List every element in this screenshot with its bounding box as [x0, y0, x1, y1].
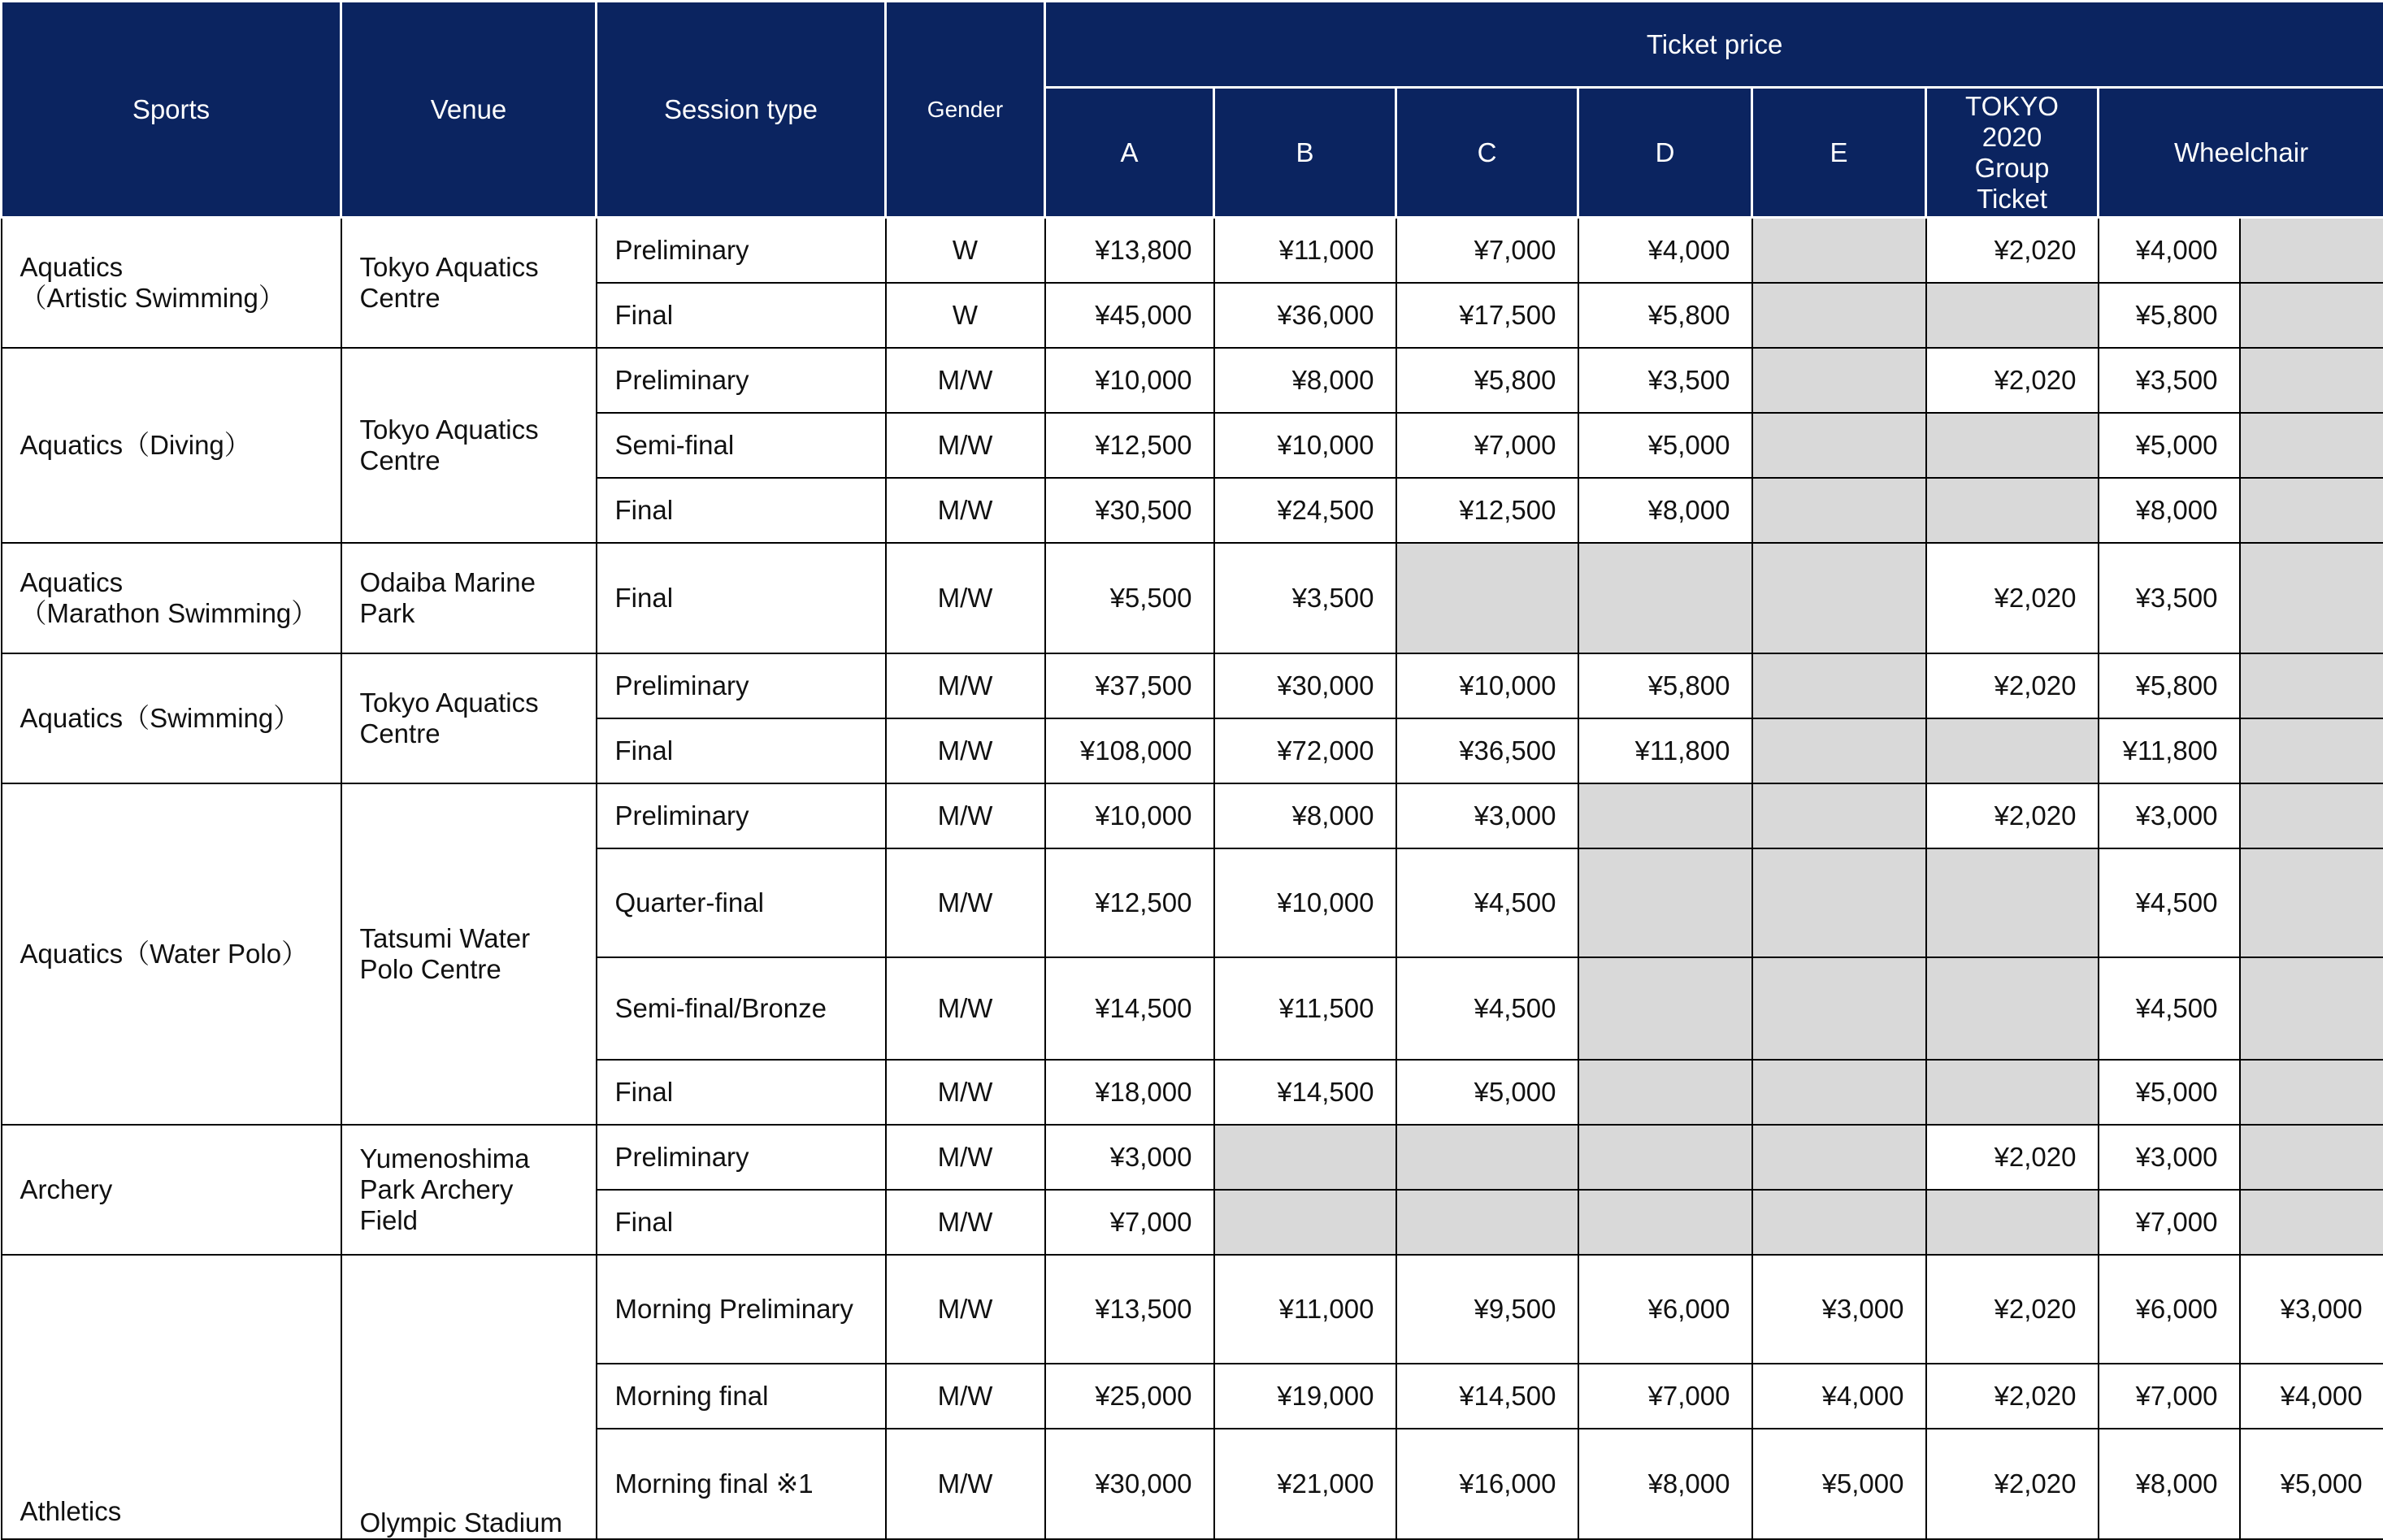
price-cell-empty [1396, 543, 1578, 653]
price-cell: ¥6,000 [1578, 1255, 1752, 1364]
gender-cell: M/W [886, 413, 1045, 478]
price-cell: ¥8,000 [1214, 348, 1396, 413]
price-cell: ¥17,500 [1396, 283, 1578, 348]
price-cell: ¥13,500 [1045, 1255, 1214, 1364]
price-cell-empty [2240, 957, 2383, 1060]
venue-cell: Tokyo Aquatics Centre [341, 653, 597, 783]
price-cell: ¥4,000 [1578, 218, 1752, 283]
sport-cell: Aquatics（Swimming） [2, 653, 341, 783]
price-cell-empty [1396, 1190, 1578, 1255]
price-cell: ¥5,000 [2099, 1060, 2240, 1125]
price-cell: ¥8,000 [1578, 478, 1752, 543]
price-cell-empty [1578, 783, 1752, 848]
session-type-cell: Final [597, 478, 886, 543]
session-type-cell: Preliminary [597, 653, 886, 718]
price-cell: ¥13,800 [1045, 218, 1214, 283]
table-row [2, 653, 2383, 718]
header-col-a: A [1045, 88, 1214, 218]
price-cell: ¥2,020 [1926, 783, 2099, 848]
price-cell: ¥11,800 [2099, 718, 2240, 783]
price-cell: ¥8,000 [1578, 1429, 1752, 1539]
price-cell-empty [1752, 1060, 1926, 1125]
price-cell: ¥3,000 [2240, 1255, 2383, 1364]
sport-cell: Athletics [2, 1255, 341, 1539]
price-cell: ¥2,020 [1926, 348, 2099, 413]
price-cell: ¥30,000 [1045, 1429, 1214, 1539]
price-cell-empty [1578, 848, 1752, 957]
price-cell-empty [1578, 1060, 1752, 1125]
price-cell: ¥4,500 [2099, 848, 2240, 957]
header-venue: Venue [341, 2, 597, 218]
price-cell-empty [2240, 653, 2383, 718]
price-cell-empty [1926, 478, 2099, 543]
gender-cell: M/W [886, 718, 1045, 783]
price-cell-empty [1214, 1190, 1396, 1255]
price-cell-empty [1926, 283, 2099, 348]
price-cell-empty [1752, 1190, 1926, 1255]
price-cell: ¥4,000 [2099, 218, 2240, 283]
gender-cell: M/W [886, 348, 1045, 413]
price-cell: ¥11,800 [1578, 718, 1752, 783]
price-cell: ¥3,000 [1045, 1125, 1214, 1190]
gender-cell: M/W [886, 543, 1045, 653]
price-cell: ¥5,000 [2240, 1429, 2383, 1539]
price-cell: ¥2,020 [1926, 1125, 2099, 1190]
price-cell: ¥7,000 [2099, 1364, 2240, 1429]
session-type-cell: Morning Preliminary [597, 1255, 886, 1364]
gender-cell: M/W [886, 783, 1045, 848]
header-sports: Sports [2, 2, 341, 218]
price-cell: ¥24,500 [1214, 478, 1396, 543]
price-cell: ¥36,500 [1396, 718, 1578, 783]
gender-cell: M/W [886, 1364, 1045, 1429]
price-cell: ¥37,500 [1045, 653, 1214, 718]
gender-cell: M/W [886, 1125, 1045, 1190]
gender-cell: M/W [886, 1429, 1045, 1539]
price-cell: ¥8,000 [2099, 478, 2240, 543]
price-cell: ¥108,000 [1045, 718, 1214, 783]
price-cell: ¥5,000 [1396, 1060, 1578, 1125]
price-cell: ¥3,000 [1396, 783, 1578, 848]
price-cell: ¥3,000 [2099, 783, 2240, 848]
price-cell: ¥3,000 [1752, 1255, 1926, 1364]
price-cell-empty [1578, 957, 1752, 1060]
price-cell: ¥10,000 [1214, 848, 1396, 957]
price-cell-empty [1752, 718, 1926, 783]
price-cell: ¥10,000 [1045, 783, 1214, 848]
price-cell: ¥21,000 [1214, 1429, 1396, 1539]
header-col-b: B [1214, 88, 1396, 218]
price-cell: ¥6,000 [2099, 1255, 2240, 1364]
price-cell-empty [1578, 543, 1752, 653]
price-cell: ¥4,500 [1396, 957, 1578, 1060]
price-cell: ¥2,020 [1926, 543, 2099, 653]
session-type-cell: Morning final [597, 1364, 886, 1429]
price-cell-empty [2240, 848, 2383, 957]
price-cell: ¥11,000 [1214, 218, 1396, 283]
price-cell: ¥45,000 [1045, 283, 1214, 348]
header-col-e: E [1752, 88, 1926, 218]
price-cell: ¥7,000 [1396, 413, 1578, 478]
price-cell-empty [1752, 543, 1926, 653]
price-cell: ¥10,000 [1214, 413, 1396, 478]
header-col-d: D [1578, 88, 1752, 218]
price-cell-empty [2240, 1125, 2383, 1190]
sport-cell: Aquatics （Artistic Swimming） [2, 218, 341, 348]
venue-cell: Tokyo Aquatics Centre [341, 348, 597, 543]
price-cell-empty [1752, 653, 1926, 718]
table-row [2, 543, 2383, 653]
price-cell: ¥11,000 [1214, 1255, 1396, 1364]
sport-cell: Aquatics（Diving） [2, 348, 341, 543]
table-header [2, 2, 2383, 218]
price-cell: ¥14,500 [1045, 957, 1214, 1060]
price-cell: ¥4,500 [2099, 957, 2240, 1060]
price-cell-empty [1752, 957, 1926, 1060]
price-cell-empty [2240, 1190, 2383, 1255]
price-cell-empty [1752, 283, 1926, 348]
session-type-cell: Preliminary [597, 348, 886, 413]
price-cell-empty [1926, 957, 2099, 1060]
session-type-cell: Preliminary [597, 1125, 886, 1190]
price-cell: ¥3,500 [2099, 348, 2240, 413]
price-cell: ¥30,000 [1214, 653, 1396, 718]
price-cell: ¥2,020 [1926, 218, 2099, 283]
price-cell: ¥2,020 [1926, 1364, 2099, 1429]
price-cell: ¥5,000 [1578, 413, 1752, 478]
price-cell: ¥14,500 [1214, 1060, 1396, 1125]
price-cell: ¥12,500 [1396, 478, 1578, 543]
price-cell-empty [1926, 1190, 2099, 1255]
gender-cell: M/W [886, 1255, 1045, 1364]
header-gender: Gender [886, 2, 1045, 218]
price-cell-empty [1926, 718, 2099, 783]
price-cell: ¥10,000 [1396, 653, 1578, 718]
header-col-wheelchair: Wheelchair [2099, 88, 2383, 218]
session-type-cell: Final [597, 1060, 886, 1125]
price-cell-empty [1752, 478, 1926, 543]
price-cell-empty [1752, 1125, 1926, 1190]
gender-cell: M/W [886, 653, 1045, 718]
price-cell-empty [1926, 1060, 2099, 1125]
price-cell: ¥4,500 [1396, 848, 1578, 957]
price-cell: ¥5,000 [1752, 1429, 1926, 1539]
price-cell-empty [2240, 1060, 2383, 1125]
price-cell: ¥3,500 [1578, 348, 1752, 413]
session-type-cell: Final [597, 1190, 886, 1255]
venue-cell: Odaiba Marine Park [341, 543, 597, 653]
price-cell-empty [2240, 718, 2383, 783]
session-type-cell: Final [597, 283, 886, 348]
price-cell: ¥8,000 [2099, 1429, 2240, 1539]
header-ticket-price: Ticket price [1045, 2, 2383, 88]
price-cell-empty [2240, 413, 2383, 478]
price-cell-empty [1578, 1190, 1752, 1255]
price-cell-empty [1752, 413, 1926, 478]
session-type-cell: Final [597, 543, 886, 653]
price-cell: ¥7,000 [1396, 218, 1578, 283]
price-cell: ¥12,500 [1045, 413, 1214, 478]
price-cell: ¥16,000 [1396, 1429, 1578, 1539]
header-col-group-ticket: TOKYO 2020 Group Ticket [1926, 88, 2099, 218]
table-row [2, 1255, 2383, 1364]
price-cell-empty [2240, 348, 2383, 413]
price-cell: ¥4,000 [1752, 1364, 1926, 1429]
price-cell: ¥30,500 [1045, 478, 1214, 543]
table-row [2, 218, 2383, 283]
sport-cell: Aquatics （Marathon Swimming） [2, 543, 341, 653]
price-cell: ¥72,000 [1214, 718, 1396, 783]
price-cell-empty [2240, 783, 2383, 848]
price-cell-empty [1752, 848, 1926, 957]
table-row [2, 1125, 2383, 1190]
price-cell-empty [1926, 413, 2099, 478]
price-cell: ¥5,800 [1578, 283, 1752, 348]
price-cell: ¥18,000 [1045, 1060, 1214, 1125]
price-cell: ¥4,000 [2240, 1364, 2383, 1429]
venue-cell: Tokyo Aquatics Centre [341, 218, 597, 348]
sport-cell: Aquatics（Water Polo） [2, 783, 341, 1125]
price-cell: ¥3,500 [1214, 543, 1396, 653]
price-cell: ¥7,000 [1045, 1190, 1214, 1255]
price-cell: ¥8,000 [1214, 783, 1396, 848]
venue-cell: Yumenoshima Park Archery Field [341, 1125, 597, 1255]
gender-cell: M/W [886, 1190, 1045, 1255]
venue-cell: Tatsumi Water Polo Centre [341, 783, 597, 1125]
price-cell: ¥5,800 [1578, 653, 1752, 718]
price-cell: ¥5,000 [2099, 413, 2240, 478]
price-cell: ¥2,020 [1926, 1255, 2099, 1364]
venue-cell: Olympic Stadium [341, 1255, 597, 1539]
price-cell-empty [1578, 1125, 1752, 1190]
session-type-cell: Morning final ※1 [597, 1429, 886, 1539]
session-type-cell: Final [597, 718, 886, 783]
price-cell: ¥11,500 [1214, 957, 1396, 1060]
price-cell: ¥14,500 [1396, 1364, 1578, 1429]
header-col-c: C [1396, 88, 1578, 218]
table-row [2, 783, 2383, 848]
price-cell: ¥5,800 [2099, 653, 2240, 718]
price-cell: ¥12,500 [1045, 848, 1214, 957]
price-cell-empty [1396, 1125, 1578, 1190]
price-cell-empty [2240, 283, 2383, 348]
table-body [2, 218, 2383, 1539]
session-type-cell: Preliminary [597, 783, 886, 848]
header-session-type: Session type [597, 2, 886, 218]
price-cell: ¥10,000 [1045, 348, 1214, 413]
price-cell-empty [1214, 1125, 1396, 1190]
price-cell-empty [1752, 348, 1926, 413]
session-type-cell: Semi-final [597, 413, 886, 478]
price-cell: ¥2,020 [1926, 1429, 2099, 1539]
price-cell: ¥3,500 [2099, 543, 2240, 653]
price-cell: ¥19,000 [1214, 1364, 1396, 1429]
price-cell: ¥7,000 [1578, 1364, 1752, 1429]
price-cell-empty [1752, 218, 1926, 283]
price-cell: ¥36,000 [1214, 283, 1396, 348]
price-cell: ¥2,020 [1926, 653, 2099, 718]
price-cell-empty [2240, 218, 2383, 283]
table-row [2, 348, 2383, 413]
sport-cell: Archery [2, 1125, 341, 1255]
price-cell: ¥25,000 [1045, 1364, 1214, 1429]
price-cell-empty [1752, 783, 1926, 848]
gender-cell: M/W [886, 957, 1045, 1060]
price-cell: ¥7,000 [2099, 1190, 2240, 1255]
price-cell: ¥9,500 [1396, 1255, 1578, 1364]
gender-cell: M/W [886, 478, 1045, 543]
price-cell-empty [1926, 848, 2099, 957]
gender-cell: W [886, 283, 1045, 348]
price-cell: ¥5,800 [2099, 283, 2240, 348]
gender-cell: W [886, 218, 1045, 283]
session-type-cell: Preliminary [597, 218, 886, 283]
price-cell-empty [2240, 543, 2383, 653]
session-type-cell: Semi-final/Bronze [597, 957, 886, 1060]
gender-cell: M/W [886, 1060, 1045, 1125]
price-cell-empty [2240, 478, 2383, 543]
gender-cell: M/W [886, 848, 1045, 957]
price-cell: ¥3,000 [2099, 1125, 2240, 1190]
session-type-cell: Quarter-final [597, 848, 886, 957]
price-cell: ¥5,800 [1396, 348, 1578, 413]
price-cell: ¥5,500 [1045, 543, 1214, 653]
